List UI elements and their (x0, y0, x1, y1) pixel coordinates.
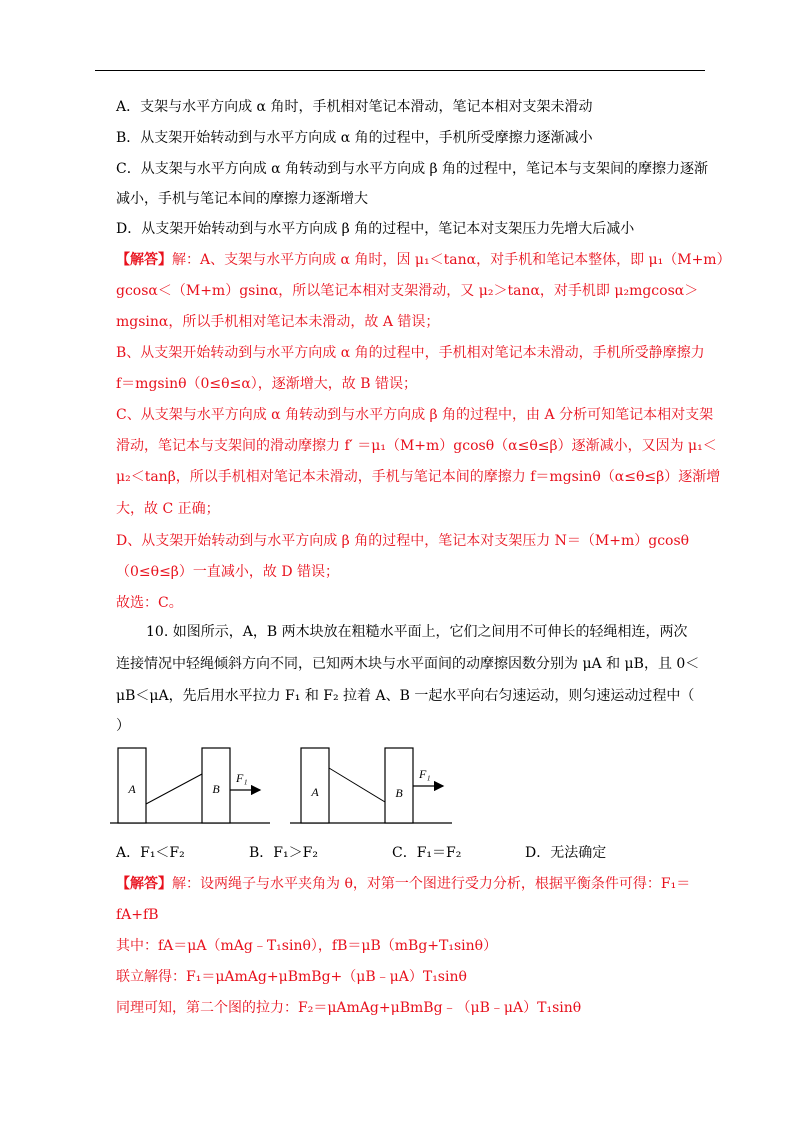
answer-1-line-12: 故选：C。 (116, 595, 183, 611)
rope-right (329, 768, 385, 802)
header-rule (95, 70, 705, 71)
question-10-line-4: ） (116, 718, 130, 734)
answer-1-line-2: gcosα＜（M+m）gsinα，所以笔记本相对支架滑动，又 μ₂＞tanα，对手机即 μ₂mgcosα＞ (116, 283, 699, 299)
question-10-line-2: 连接情况中轻绳倾斜方向不同，已知两木块与水平面间的动摩擦因数分别为 μA 和 μB，且 0＜ (116, 656, 700, 672)
block-a-label-right: A (311, 785, 319, 799)
answer-1-label: 【解答】 (116, 252, 172, 268)
option-b: B．从支架开始转动到与水平方向成 α 角的过程中，手机所受摩擦力逐渐减小 (116, 130, 593, 146)
answer-1-line-1: 【解答】解：A、支架与水平方向成 α 角时，因 μ₁＜tanα，对手机和笔记本整体，即 μ₁（M+m） (116, 252, 731, 268)
answer-2-line-5: 同理可知，第二个图的拉力：F₂＝μAmAg+μBmBg﹣（μB﹣μA）T₁sinθ (116, 1000, 582, 1016)
blocks-figure (110, 744, 470, 826)
question-10-line-1: 10. 如图所示，A，B 两木块放在粗糙水平面上，它们之间用不可伸长的轻绳相连，两次 (146, 624, 688, 640)
force-label-right: F₁ (419, 767, 431, 781)
choice-a: A．F₁＜F₂ (116, 845, 185, 861)
answer-1-line-5: f＝mgsinθ（0≤θ≤α），逐渐增大，故 B 错误； (116, 376, 417, 392)
answer-2-line-3: 其中：fA＝μA（mAg﹣T₁sinθ），fB＝μB（mBg+T₁sinθ） (116, 938, 498, 954)
rope-left (146, 774, 202, 804)
answer-1-line-11: （0≤θ≤β）一直减小，故 D 错误； (116, 564, 340, 580)
answer-1-line-6: C、从支架与水平方向成 α 角转动到与水平方向成 β 角的过程中，由 A 分析可知笔记本相对支架 (116, 407, 714, 423)
answer-2-line-1: 【解答】解：设两绳子与水平夹角为 θ，对第一个图进行受力分析，根据平衡条件可得：F₁＝ (116, 876, 691, 892)
answer-2-line-2: fA+fB (116, 907, 159, 923)
answer-1-line-8: μ₂＜tanβ，所以手机相对笔记本未滑动，手机与笔记本间的摩擦力 f＝mgsinθ（α≤θ≤β）逐渐增 (116, 469, 721, 485)
block-a-label-left: A (128, 782, 136, 796)
question-10-line-3: μB＜μA，先后用水平拉力 F₁ 和 F₂ 拉着 A、B 一起水平向右匀速运动，则匀速运动过程中（ (116, 688, 695, 704)
option-d: D．从支架开始转动到与水平方向成 β 角的过程中，笔记本对支架压力先增大后减小 (116, 221, 635, 237)
option-c-line-1: C．从支架与水平方向成 α 角转动到与水平方向成 β 角的过程中，笔记本与支架间的摩擦力逐渐 (116, 161, 709, 177)
answer-2-line-4: 联立解得：F₁＝μAmAg+μBmBg+（μB﹣μA）T₁sinθ (116, 969, 467, 985)
choice-d: D．无法确定 (525, 845, 607, 861)
answer-1-line-10: D、从支架开始转动到与水平方向成 β 角的过程中，笔记本对支架压力 N＝（M+m）gcosθ (116, 533, 690, 549)
answer-1-line-7: 滑动，笔记本与支架间的滑动摩擦力 f′ ＝μ₁（M+m）gcosθ（α≤θ≤β）逐渐减小，又因为 μ₁＜ (116, 438, 717, 454)
choice-c: C．F₁＝F₂ (392, 845, 462, 861)
option-a: A．支架与水平方向成 α 角时，手机相对笔记本滑动，笔记本相对支架未滑动 (116, 99, 593, 115)
answer-1-line-4: B、从支架开始转动到与水平方向成 α 角的过程中，手机相对笔记本未滑动，手机所受静摩擦力 (116, 345, 705, 361)
force-label-left: F₁ (236, 771, 248, 785)
answer-1-line-9: 大，故 C 正确； (116, 501, 220, 517)
block-b-label-right: B (395, 786, 403, 800)
choice-b: B．F₁＞F₂ (249, 845, 318, 861)
answer-1-line-3: mgsinα，所以手机相对笔记本未滑动，故 A 错误； (116, 314, 440, 330)
block-b-label-left: B (212, 782, 220, 796)
option-c-line-2: 减小，手机与笔记本间的摩擦力逐渐增大 (116, 191, 368, 207)
answer-2-label: 【解答】 (116, 876, 172, 892)
